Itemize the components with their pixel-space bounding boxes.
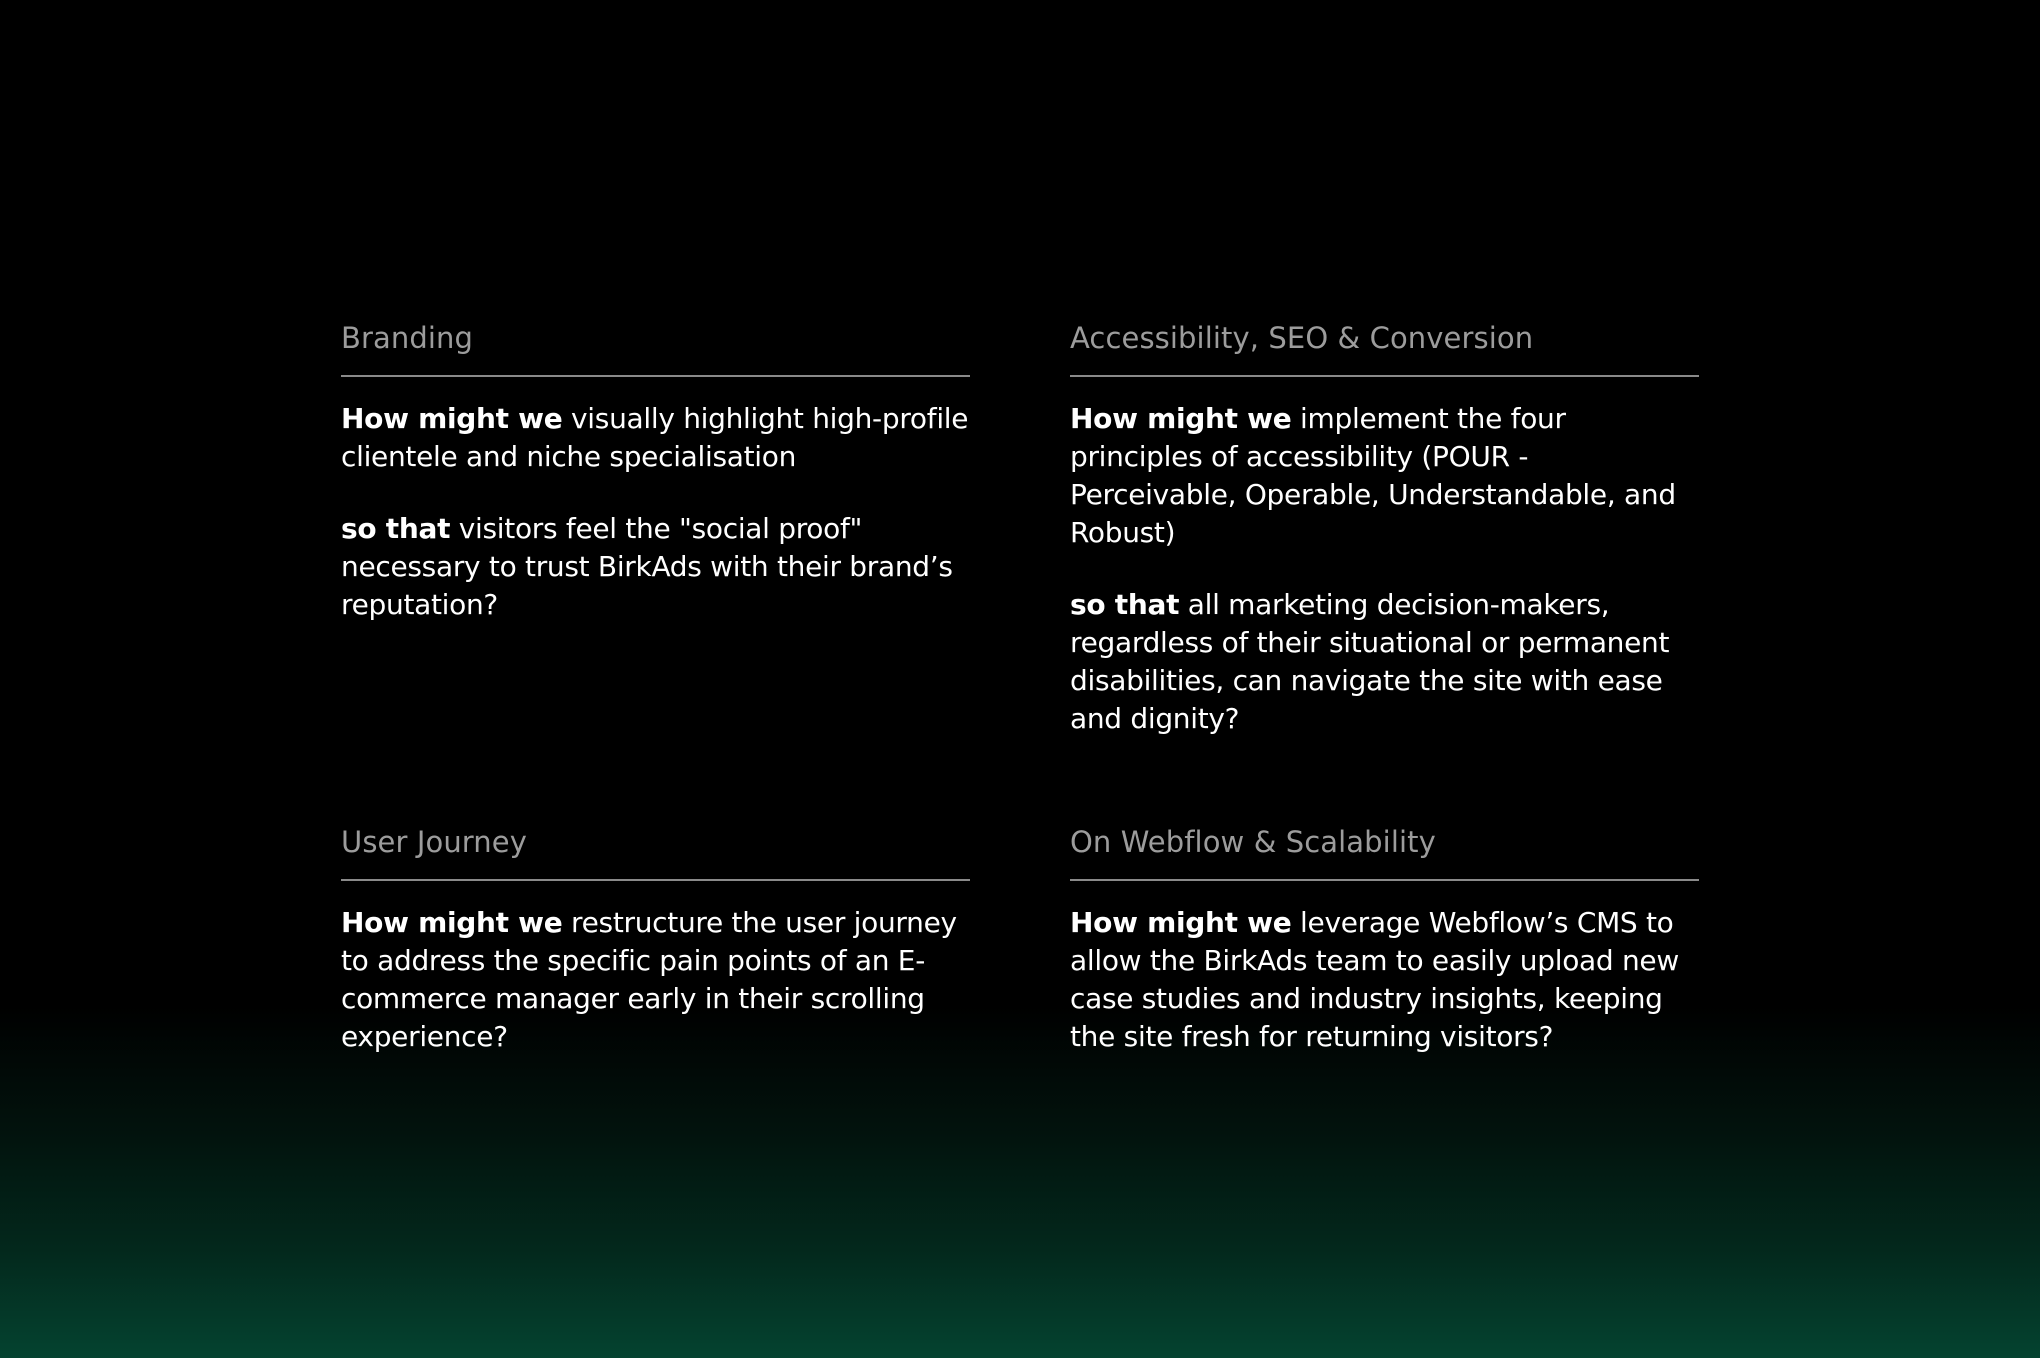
how-might-we-statement: [1070, 400, 1699, 552]
card-branding: [341, 318, 970, 624]
card-user-journey: [341, 822, 970, 1056]
how-might-we-statement: [341, 400, 970, 476]
how-might-we-statement: [341, 904, 970, 1056]
divider: [341, 879, 970, 881]
card-webflow-scalability: [1070, 822, 1699, 1056]
how-might-we-lead: How might we: [1070, 906, 1292, 939]
card-title: Accessibility, SEO & Conversion: [1070, 321, 1534, 355]
so-that-text: visitors feel the "social proof" necessary to trust BirkAds with their brand’s reputation?: [341, 512, 953, 621]
how-might-we-text: implement the four principles of accessibility (POUR - Perceivable, Operable, Understandable, and Robust): [1070, 402, 1676, 549]
how-might-we-lead: How might we: [1070, 402, 1292, 435]
divider: [1070, 375, 1699, 377]
how-might-we-statement: [1070, 904, 1699, 1056]
divider: [1070, 879, 1699, 881]
how-might-we-text: restructure the user journey to address the specific pain points of an E-commerce manager early in their scrolling experience?: [341, 906, 957, 1053]
divider: [341, 375, 970, 377]
how-might-we-text: leverage Webflow’s CMS to allow the BirkAds team to easily upload new case studies and industry insights, keeping the site fresh for returning visitors?: [1070, 906, 1679, 1053]
card-title: On Webflow & Scalability: [1070, 825, 1436, 859]
card-title: User Journey: [341, 825, 527, 859]
how-might-we-lead: How might we: [341, 906, 563, 939]
how-might-we-text: visually highlight high-profile clientele and niche specialisation: [341, 402, 969, 473]
card-title: Branding: [341, 321, 474, 355]
so-that-lead: so that: [1070, 588, 1180, 621]
so-that-text: all marketing decision-makers, regardless of their situational or permanent disabilities, can navigate the site with ease and dignity?: [1070, 588, 1670, 735]
how-might-we-lead: How might we: [341, 402, 563, 435]
so-that-lead: so that: [341, 512, 451, 545]
so-that-statement: [341, 510, 970, 624]
so-that-statement: [1070, 586, 1699, 738]
card-accessibility-seo-conversion: [1070, 318, 1699, 738]
